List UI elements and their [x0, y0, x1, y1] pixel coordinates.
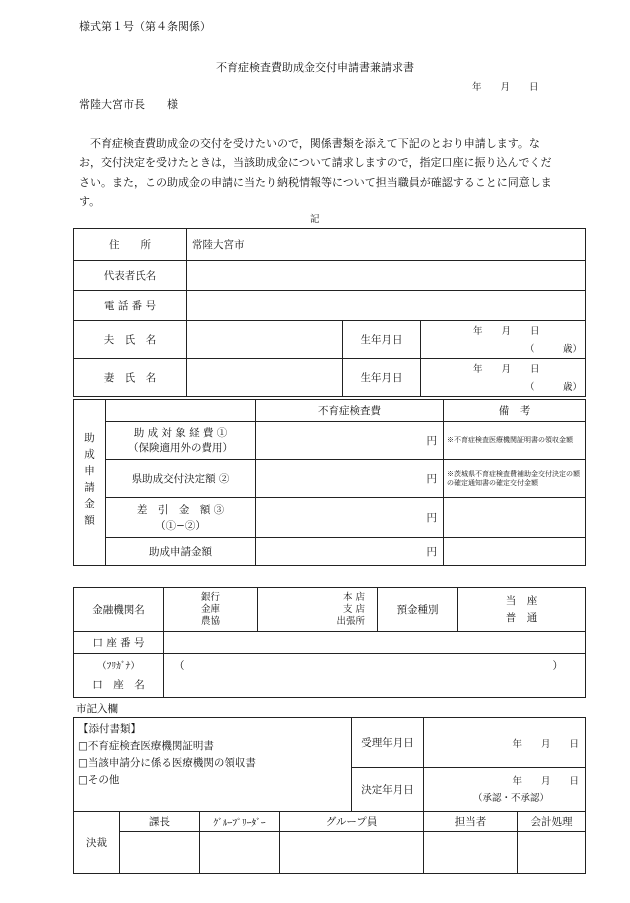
- applicant-table: [73, 228, 586, 397]
- note-2: ※茨城県不育症検査費補助金交付決定の額の確定通知書の確定交付金額: [444, 460, 586, 498]
- request-amount-field[interactable]: [256, 538, 444, 566]
- phone-label: 電 話 番 号: [74, 291, 187, 321]
- received-date-field[interactable]: [424, 718, 586, 768]
- grant-header-blank: [106, 400, 256, 422]
- branch-sub: 支 店: [342, 603, 365, 615]
- deposit-current: 当 座: [505, 594, 538, 607]
- request-amount-label: 助成申請金額: [106, 538, 256, 566]
- rep-name-field[interactable]: [187, 261, 586, 291]
- decided-date: 年 月 日: [512, 775, 580, 787]
- office-table: [73, 717, 586, 874]
- target-cost-sub: （保険適用外の費用）: [128, 441, 233, 454]
- husband-birth-date: 年 月 日: [473, 326, 540, 337]
- role-section-chief: 課長: [120, 812, 200, 832]
- role-accounting: 会計処理: [518, 812, 586, 832]
- note-4: [444, 538, 586, 566]
- institution-type-cell[interactable]: [164, 588, 258, 632]
- stamp-group-member[interactable]: [280, 832, 424, 874]
- rep-name-label: 代表者氏名: [74, 261, 187, 291]
- husband-birth-field[interactable]: [421, 321, 586, 359]
- decided-date-field[interactable]: [424, 768, 586, 812]
- wife-birth-field[interactable]: [421, 359, 586, 397]
- stamp-group-leader[interactable]: [200, 832, 280, 874]
- institution-label: 金融機関名: [74, 588, 164, 632]
- role-group-leader: ｸﾞﾙｰﾌﾟﾘｰﾀﾞｰ: [200, 812, 280, 832]
- bank-table: [73, 587, 586, 698]
- attachment-other[interactable]: □その他: [78, 774, 120, 786]
- grant-table: [73, 399, 586, 566]
- phone-field[interactable]: [187, 291, 586, 321]
- yen-unit: 円: [426, 546, 437, 558]
- role-staff: 担当者: [424, 812, 518, 832]
- addressee: 常陸大宮市長 様: [79, 98, 178, 111]
- stamp-staff[interactable]: [424, 832, 518, 874]
- grant-side-label: 助成申請金額: [83, 431, 95, 531]
- attachments-title: 【添付書類】: [78, 723, 141, 735]
- yen-unit: 円: [426, 512, 437, 524]
- target-cost-label: 助 成 対 象 経 費 ①: [133, 426, 228, 439]
- yen-unit: 円: [426, 435, 437, 447]
- wife-birth-label: 生年月日: [343, 359, 421, 397]
- attachments-cell: [74, 718, 352, 812]
- account-holder-field[interactable]: [164, 654, 586, 698]
- role-group-member: グループ員: [280, 812, 424, 832]
- stamp-accounting[interactable]: [518, 832, 586, 874]
- wife-name-label: 妻 氏 名: [74, 359, 187, 397]
- application-date: 年 月 日: [472, 82, 539, 93]
- ki-label: 記: [310, 214, 320, 225]
- husband-name-label: 夫 氏 名: [74, 321, 187, 359]
- deposit-ordinary: 普 通: [505, 611, 538, 624]
- approval-status: （承認・不承認）: [473, 792, 550, 804]
- branch-office: 出張所: [336, 615, 365, 627]
- wife-age: （ 歳）: [524, 382, 582, 393]
- decided-date-label: 決定年月日: [352, 768, 424, 812]
- attachment-certificate[interactable]: □不育症検査医療機関証明書: [78, 740, 214, 752]
- difference-sub: （①−②）: [155, 519, 206, 532]
- branch-main: 本 店: [342, 591, 365, 603]
- husband-age: （ 歳）: [524, 344, 582, 355]
- body-paragraph: 不育症検査費助成金の交付を受けたいので，関係書類を添えて下記のとおり申請します。なお，交付決定を受けたときは，当該助成金について請求しますので，指定口座に振り込んでください。また，この助成金の申請に当たり納税情報等について担当職員が確認することに同意します。: [79, 137, 552, 209]
- attachment-receipt[interactable]: □当該申請分に係る医療機関の領収書: [78, 757, 256, 769]
- husband-birth-label: 生年月日: [343, 321, 421, 359]
- address-value[interactable]: 常陸大宮市: [187, 229, 586, 261]
- stamp-section-chief[interactable]: [120, 832, 200, 874]
- wife-birth-date: 年 月 日: [473, 364, 540, 375]
- deposit-type-label: 預金種別: [378, 588, 458, 632]
- account-number-label: 口 座 番 号: [74, 632, 164, 654]
- address-label: 住 所: [74, 229, 187, 261]
- account-number-field[interactable]: [164, 632, 586, 654]
- type-bank: 銀行: [200, 591, 220, 603]
- note-column-header: 備 考: [444, 400, 586, 422]
- paren-open: （: [174, 660, 185, 672]
- branch-type-cell[interactable]: [258, 588, 378, 632]
- pref-grant-label: 県助成交付決定額 ②: [106, 460, 256, 498]
- pref-grant-field[interactable]: [256, 460, 444, 498]
- form-title: 不育症検査費助成金交付申請書兼請求書: [216, 61, 414, 74]
- yen-unit: 円: [426, 473, 437, 485]
- note-1: ※不育症検査医療機関証明書の領収金額: [444, 422, 586, 460]
- deposit-type-cell[interactable]: [458, 588, 586, 632]
- difference-label: 差 引 金 額 ③: [136, 503, 225, 516]
- difference-field[interactable]: [256, 498, 444, 538]
- grant-side-label-cell: [74, 400, 106, 566]
- received-date-label: 受理年月日: [352, 718, 424, 768]
- target-cost-field[interactable]: [256, 422, 444, 460]
- account-holder-label: 口 座 名: [92, 678, 145, 691]
- note-3: [444, 498, 586, 538]
- form-number: 様式第１号（第４条関係）: [79, 20, 211, 33]
- office-use-label: 市記入欄: [76, 703, 118, 715]
- paren-close: ）: [552, 660, 563, 672]
- kessai-label: 決裁: [74, 812, 120, 874]
- received-date: 年 月 日: [512, 738, 580, 750]
- type-kinko: 金庫: [200, 603, 220, 615]
- cost-column-header: 不育症検査費: [256, 400, 444, 422]
- wife-name-field[interactable]: [187, 359, 343, 397]
- husband-name-field[interactable]: [187, 321, 343, 359]
- furigana-label: （ﾌﾘｶﾞﾅ）: [97, 660, 140, 672]
- type-nokyo: 農協: [200, 615, 220, 627]
